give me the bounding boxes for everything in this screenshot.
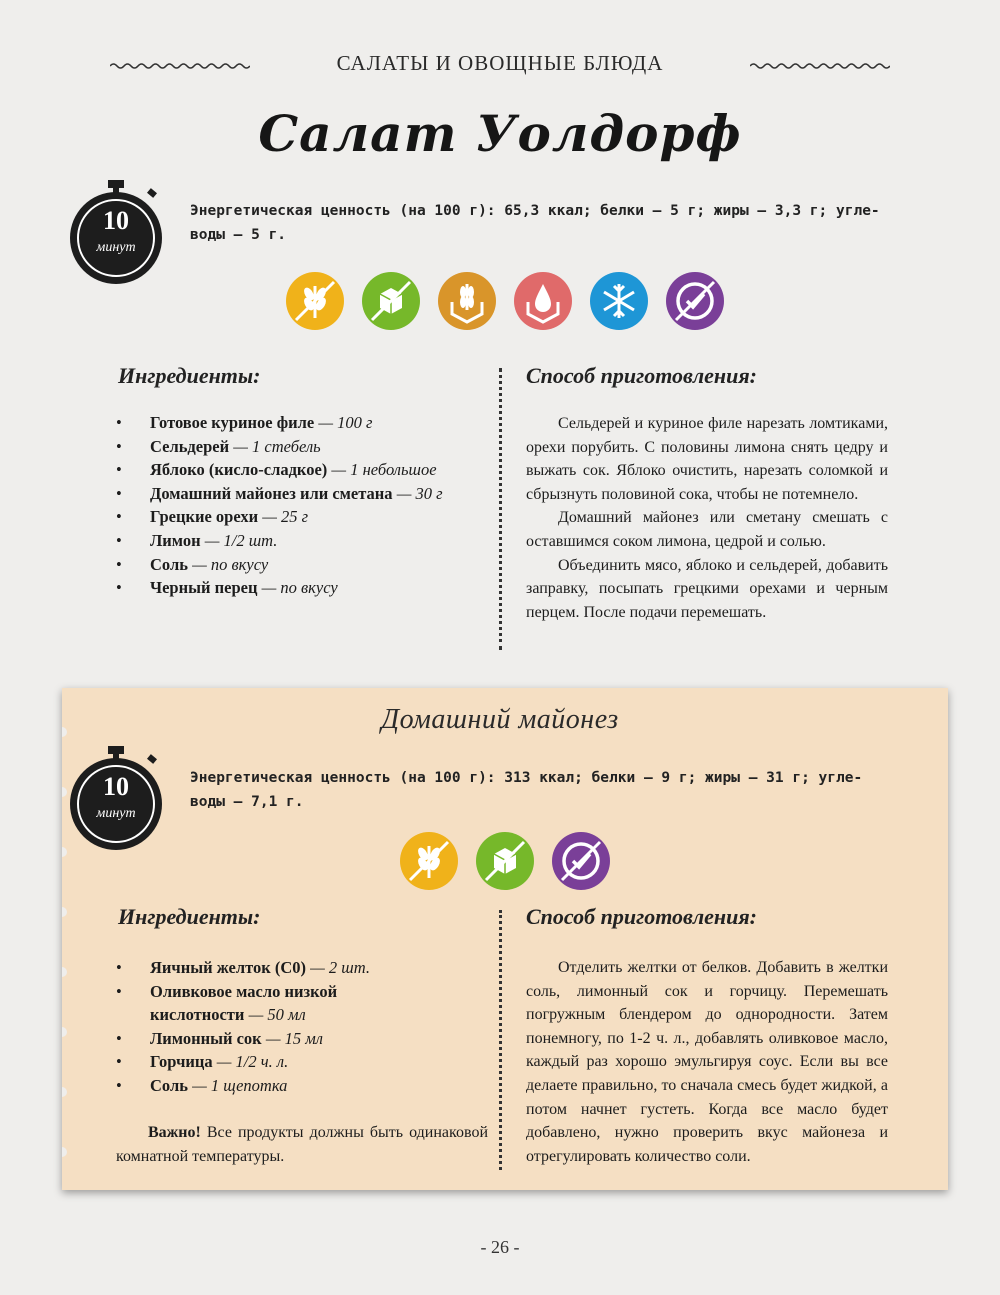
important-note (116, 1121, 488, 1168)
method-paragraph: Домашний майонез или сметану смешать с оставшимся соком лимона, цедрой и солью. (526, 509, 888, 550)
no-sugar-icon (362, 272, 420, 330)
ingredient-amount: — 2 шт. (306, 958, 371, 977)
ingredient-name: Сельдерей (150, 436, 230, 456)
ingredients-list (116, 411, 486, 600)
ingredient-name: Соль (150, 554, 188, 574)
ingredient-name: Готовое куриное филе (150, 413, 315, 432)
timer-badge (68, 180, 164, 276)
energy-value: Энергетическая ценность (на 100 г): 65,3 ккал; белки — 5 г; жиры — 3,3 г; угле- воды — 5 г. (190, 203, 880, 243)
note-text: Все продукты должны быть одинаковой комнатной температуры. (116, 1124, 488, 1165)
no-grain-icon (438, 272, 496, 330)
ingredient-item (116, 980, 416, 1027)
no-sugar-icon (476, 832, 534, 890)
no-dairy-icon (514, 272, 572, 330)
ingredient-item (116, 482, 486, 506)
timer-value: 10 (103, 206, 129, 235)
ingredients-list-2 (116, 956, 416, 1098)
ingredient-amount: — 50 мл (244, 1005, 306, 1025)
page-number: - 26 - (480, 1237, 520, 1257)
ingredient-amount: — 1/2 шт. (200, 530, 278, 550)
ingredient-item (116, 553, 486, 577)
diet-icons-2 (400, 832, 610, 892)
freezable-icon (590, 272, 648, 330)
ingredient-amount: — 25 г (258, 507, 309, 527)
ingredient-item (116, 505, 486, 529)
recipe-title: Салат Уолдорф (258, 104, 742, 163)
gluten-free-icon (400, 832, 458, 890)
column-divider-2 (499, 910, 502, 1170)
ingredient-name: Домашний майонез или сметана (150, 483, 393, 503)
timer-unit: минут (96, 240, 136, 255)
column-divider (499, 368, 502, 650)
method-paragraph: Отделить желтки от белков. Добавить в желтки соль, лимонный сок и горчицу. Перемешать погружным блендером до однородности. Затем понемногу, по 1-2 ч. л., добавлять оливковое масло, каждый раз хорошо эмульгируя соус. Если вы все делаете правильно, то сначала смесь будет жидкой, а потом начнет густеть. Когда все масло будет добавлено, нужно проверить вкус майонеза и отрегулировать количество соли. (526, 959, 888, 1165)
energy-value-2: Энергетическая ценность (на 100 г): 313 ккал; белки — 9 г; жиры — 31 г; угле- воды — 7,1 г. (190, 770, 863, 810)
method-text (526, 412, 888, 624)
quick-icon (552, 832, 610, 890)
ingredient-item (116, 1050, 416, 1074)
ingredient-item (116, 1027, 416, 1051)
method-paragraph: Сельдерей и куриное филе нарезать ломтиками, орехи порубить. С половины лимона снять цедру и выжать сок. Яблоко очистить, нарезать соломкой и сбрызнуть половиной сока, чтобы не потемнело. (526, 415, 888, 503)
diet-icons (286, 272, 724, 332)
ingredient-name: Горчица (150, 1052, 213, 1072)
ingredient-amount: — 1/2 ч. л. (212, 1052, 289, 1072)
ingredient-item (116, 1074, 416, 1098)
timer-unit-2: минут (96, 806, 136, 821)
section-header (110, 48, 890, 80)
ingredient-name: Черный перец (150, 578, 258, 598)
ingredient-item (116, 576, 486, 600)
ingredient-amount: — 1 щепотка (187, 1075, 288, 1095)
ingredient-name: Лимон (150, 530, 201, 550)
ingredient-name: Яблоко (кисло-сладкое) (150, 460, 328, 480)
ingredient-amount: — по вкусу (257, 578, 338, 598)
ingredient-amount: — по вкусу (187, 554, 269, 574)
timer-badge-2 (68, 746, 164, 842)
ingredient-name: Яичный желток (С0) (150, 958, 307, 977)
ingredient-amount: — 30 г (392, 483, 443, 503)
section-title: САЛАТЫ И ОВОЩНЫЕ БЛЮДА (336, 51, 664, 75)
ingredients-title-2: Ингредиенты: (118, 904, 261, 929)
method-text-2 (526, 956, 888, 1168)
ingredient-amount: — 1 небольшое (327, 460, 437, 480)
ingredient-item (116, 435, 486, 459)
ingredient-name: Лимонный сок (150, 1028, 262, 1048)
note-label: Важно! (148, 1124, 201, 1141)
header-wave-right (750, 62, 890, 70)
method-title-2: Способ приготовления: (526, 904, 758, 929)
ingredient-amount: — 1 стебель (229, 436, 321, 456)
ingredient-item (116, 529, 486, 553)
quick-icon (666, 272, 724, 330)
ingredients-title: Ингредиенты: (118, 363, 261, 388)
card-title: Домашний майонез (381, 704, 619, 735)
ingredient-name: Оливковое масло низкой кислотности (150, 981, 338, 1025)
timer-value-2: 10 (103, 772, 129, 801)
ingredient-amount: — 15 мл (261, 1028, 323, 1048)
ingredient-item (116, 458, 486, 482)
ingredient-item (116, 411, 486, 435)
method-paragraph: Объединить мясо, яблоко и сельдерей, добавить заправку, посыпать грецкими орехами и черным перцем. После подачи перемешать. (526, 556, 888, 621)
gluten-free-icon (286, 272, 344, 330)
ingredient-name: Соль (150, 1075, 188, 1095)
ingredient-item (116, 956, 416, 980)
ingredient-name: Грецкие орехи (150, 507, 259, 527)
method-title: Способ приготовления: (526, 363, 758, 388)
ingredient-amount: — 100 г (314, 413, 373, 432)
